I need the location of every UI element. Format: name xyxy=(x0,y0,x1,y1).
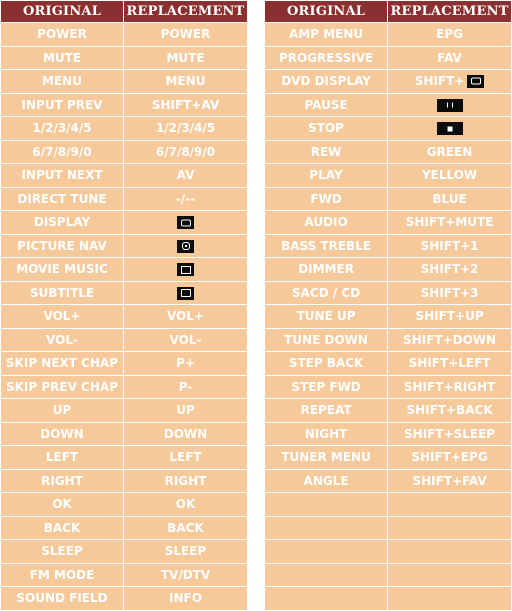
table-row xyxy=(1,47,247,70)
table-row xyxy=(265,305,511,328)
replacement-cell: MENU xyxy=(124,70,247,93)
table-row xyxy=(265,517,511,540)
replacement-cell xyxy=(388,117,511,140)
original-cell: PROGRESSIVE xyxy=(265,47,387,70)
table-row xyxy=(265,446,511,469)
replacement-cell: DOWN xyxy=(124,423,247,446)
table-row xyxy=(265,587,511,610)
table-row xyxy=(265,70,511,93)
table-row xyxy=(265,164,511,187)
table-row xyxy=(1,352,247,375)
original-cell: DVD DISPLAY xyxy=(265,70,387,93)
replacement-cell: VOL- xyxy=(124,329,247,352)
table-row xyxy=(1,376,247,399)
table-row xyxy=(265,117,511,140)
table-row xyxy=(265,352,511,375)
original-cell xyxy=(265,540,387,563)
replacement-cell: 1/2/3/4/5 xyxy=(124,117,247,140)
replacement-cell: SHIFT+2 xyxy=(388,258,511,281)
original-cell: AMP MENU xyxy=(265,23,387,46)
header-original: ORIGINAL xyxy=(265,1,387,22)
replacement-cell: VOL+ xyxy=(124,305,247,328)
table-row xyxy=(1,423,247,446)
replacement-cell: P- xyxy=(124,376,247,399)
replacement-cell: SHIFT+MUTE xyxy=(388,211,511,234)
replacement-cell xyxy=(124,235,247,258)
original-cell: REPEAT xyxy=(265,399,387,422)
original-cell: PAUSE xyxy=(265,94,387,117)
replacement-cell: AV xyxy=(124,164,247,187)
table-row xyxy=(265,141,511,164)
table-row xyxy=(265,329,511,352)
replacement-cell xyxy=(388,70,511,93)
replacement-cell: TV/DTV xyxy=(124,564,247,587)
table-row xyxy=(1,282,247,305)
table-row xyxy=(265,258,511,281)
replacement-cell: FAV xyxy=(388,47,511,70)
mapping-table-right xyxy=(264,0,512,611)
original-cell: VOL- xyxy=(1,329,123,352)
header-row xyxy=(1,1,247,22)
original-cell: DIMMER xyxy=(265,258,387,281)
replacement-cell xyxy=(124,282,247,305)
original-cell: SUBTITLE xyxy=(1,282,123,305)
original-cell: SOUND FIELD xyxy=(1,587,123,610)
replacement-cell: SHIFT+UP xyxy=(388,305,511,328)
table-row xyxy=(1,493,247,516)
replacement-cell: UP xyxy=(124,399,247,422)
replacement-cell: BLUE xyxy=(388,188,511,211)
original-cell: AUDIO xyxy=(265,211,387,234)
table-row xyxy=(1,540,247,563)
table-row xyxy=(265,47,511,70)
original-cell: BASS TREBLE xyxy=(265,235,387,258)
original-cell: TUNER MENU xyxy=(265,446,387,469)
table-row xyxy=(265,211,511,234)
pause-button-icon xyxy=(437,99,463,112)
original-cell: INPUT NEXT xyxy=(1,164,123,187)
original-cell: FM MODE xyxy=(1,564,123,587)
table-row xyxy=(265,282,511,305)
table-row xyxy=(1,211,247,234)
replacement-cell xyxy=(124,211,247,234)
replacement-cell: -/-- xyxy=(124,188,247,211)
subtitle-button-icon xyxy=(177,287,194,300)
table-row xyxy=(265,23,511,46)
table-row xyxy=(265,376,511,399)
replacement-text: SHIFT+ xyxy=(414,74,465,89)
table-row xyxy=(265,564,511,587)
original-cell xyxy=(265,587,387,610)
table-row xyxy=(265,235,511,258)
replacement-cell xyxy=(388,564,511,587)
display-button-icon xyxy=(467,75,484,88)
original-cell: OK xyxy=(1,493,123,516)
original-cell: DIRECT TUNE xyxy=(1,188,123,211)
table-row xyxy=(1,235,247,258)
replacement-cell: SHIFT+DOWN xyxy=(388,329,511,352)
original-cell: VOL+ xyxy=(1,305,123,328)
mapping-table-left xyxy=(0,0,248,611)
original-cell: INPUT PREV xyxy=(1,94,123,117)
replacement-cell xyxy=(388,493,511,516)
replacement-cell: 6/7/8/9/0 xyxy=(124,141,247,164)
original-cell: SLEEP xyxy=(1,540,123,563)
table-row xyxy=(265,94,511,117)
replacement-cell: SHIFT+1 xyxy=(388,235,511,258)
original-cell: RIGHT xyxy=(1,470,123,493)
original-cell: MUTE xyxy=(1,47,123,70)
replacement-cell xyxy=(388,587,511,610)
original-cell: DISPLAY xyxy=(1,211,123,234)
original-cell: MENU xyxy=(1,70,123,93)
table-row xyxy=(265,188,511,211)
original-cell: PICTURE NAV xyxy=(1,235,123,258)
original-cell xyxy=(265,564,387,587)
display-button-icon xyxy=(177,216,194,229)
original-cell: TUNE UP xyxy=(265,305,387,328)
original-cell: FWD xyxy=(265,188,387,211)
table-row xyxy=(1,188,247,211)
table-row xyxy=(1,305,247,328)
table-row xyxy=(1,23,247,46)
table-row xyxy=(1,564,247,587)
original-cell: PLAY xyxy=(265,164,387,187)
replacement-cell: SHIFT+FAV xyxy=(388,470,511,493)
replacement-cell: SHIFT+RIGHT xyxy=(388,376,511,399)
replacement-cell: GREEN xyxy=(388,141,511,164)
original-cell xyxy=(265,517,387,540)
original-cell: STOP xyxy=(265,117,387,140)
original-cell: POWER xyxy=(1,23,123,46)
movie-music-button-icon xyxy=(177,263,194,276)
table-row xyxy=(1,399,247,422)
picture-nav-button-icon xyxy=(177,240,194,253)
header-replacement: REPLACEMENT xyxy=(388,1,511,22)
original-cell: REW xyxy=(265,141,387,164)
original-cell: 6/7/8/9/0 xyxy=(1,141,123,164)
table-row xyxy=(1,587,247,610)
replacement-cell: SHIFT+AV xyxy=(124,94,247,117)
original-cell: SKIP NEXT CHAP xyxy=(1,352,123,375)
header-replacement: REPLACEMENT xyxy=(124,1,247,22)
replacement-cell: YELLOW xyxy=(388,164,511,187)
table-row xyxy=(265,493,511,516)
replacement-cell: SHIFT+3 xyxy=(388,282,511,305)
replacement-cell: POWER xyxy=(124,23,247,46)
original-cell: 1/2/3/4/5 xyxy=(1,117,123,140)
original-cell: STEP FWD xyxy=(265,376,387,399)
header-original: ORIGINAL xyxy=(1,1,123,22)
table-row xyxy=(1,446,247,469)
original-cell xyxy=(265,493,387,516)
stop-button-icon xyxy=(437,122,463,135)
table-row xyxy=(265,423,511,446)
table-row xyxy=(1,517,247,540)
replacement-cell: SHIFT+BACK xyxy=(388,399,511,422)
original-cell: SACD / CD xyxy=(265,282,387,305)
replacement-cell: P+ xyxy=(124,352,247,375)
replacement-cell: SHIFT+EPG xyxy=(388,446,511,469)
original-cell: UP xyxy=(1,399,123,422)
table-row xyxy=(265,540,511,563)
replacement-cell: SHIFT+LEFT xyxy=(388,352,511,375)
replacement-cell: INFO xyxy=(124,587,247,610)
header-row xyxy=(265,1,511,22)
replacement-cell: SLEEP xyxy=(124,540,247,563)
replacement-cell: OK xyxy=(124,493,247,516)
original-cell: NIGHT xyxy=(265,423,387,446)
replacement-cell: SHIFT+SLEEP xyxy=(388,423,511,446)
original-cell: LEFT xyxy=(1,446,123,469)
original-cell: BACK xyxy=(1,517,123,540)
original-cell: MOVIE MUSIC xyxy=(1,258,123,281)
replacement-cell xyxy=(388,540,511,563)
table-row xyxy=(265,470,511,493)
original-cell: TUNE DOWN xyxy=(265,329,387,352)
original-cell: DOWN xyxy=(1,423,123,446)
table-row xyxy=(1,329,247,352)
replacement-cell xyxy=(388,94,511,117)
table-row xyxy=(1,470,247,493)
replacement-cell xyxy=(124,258,247,281)
table-row xyxy=(1,258,247,281)
original-cell: SKIP PREV CHAP xyxy=(1,376,123,399)
table-row xyxy=(1,94,247,117)
replacement-cell: EPG xyxy=(388,23,511,46)
original-cell: STEP BACK xyxy=(265,352,387,375)
replacement-cell: LEFT xyxy=(124,446,247,469)
replacement-cell: RIGHT xyxy=(124,470,247,493)
original-cell: ANGLE xyxy=(265,470,387,493)
replacement-cell xyxy=(388,517,511,540)
table-row xyxy=(1,164,247,187)
table-row xyxy=(1,70,247,93)
table-row xyxy=(1,117,247,140)
replacement-cell: MUTE xyxy=(124,47,247,70)
replacement-cell: BACK xyxy=(124,517,247,540)
table-row xyxy=(1,141,247,164)
table-row xyxy=(265,399,511,422)
